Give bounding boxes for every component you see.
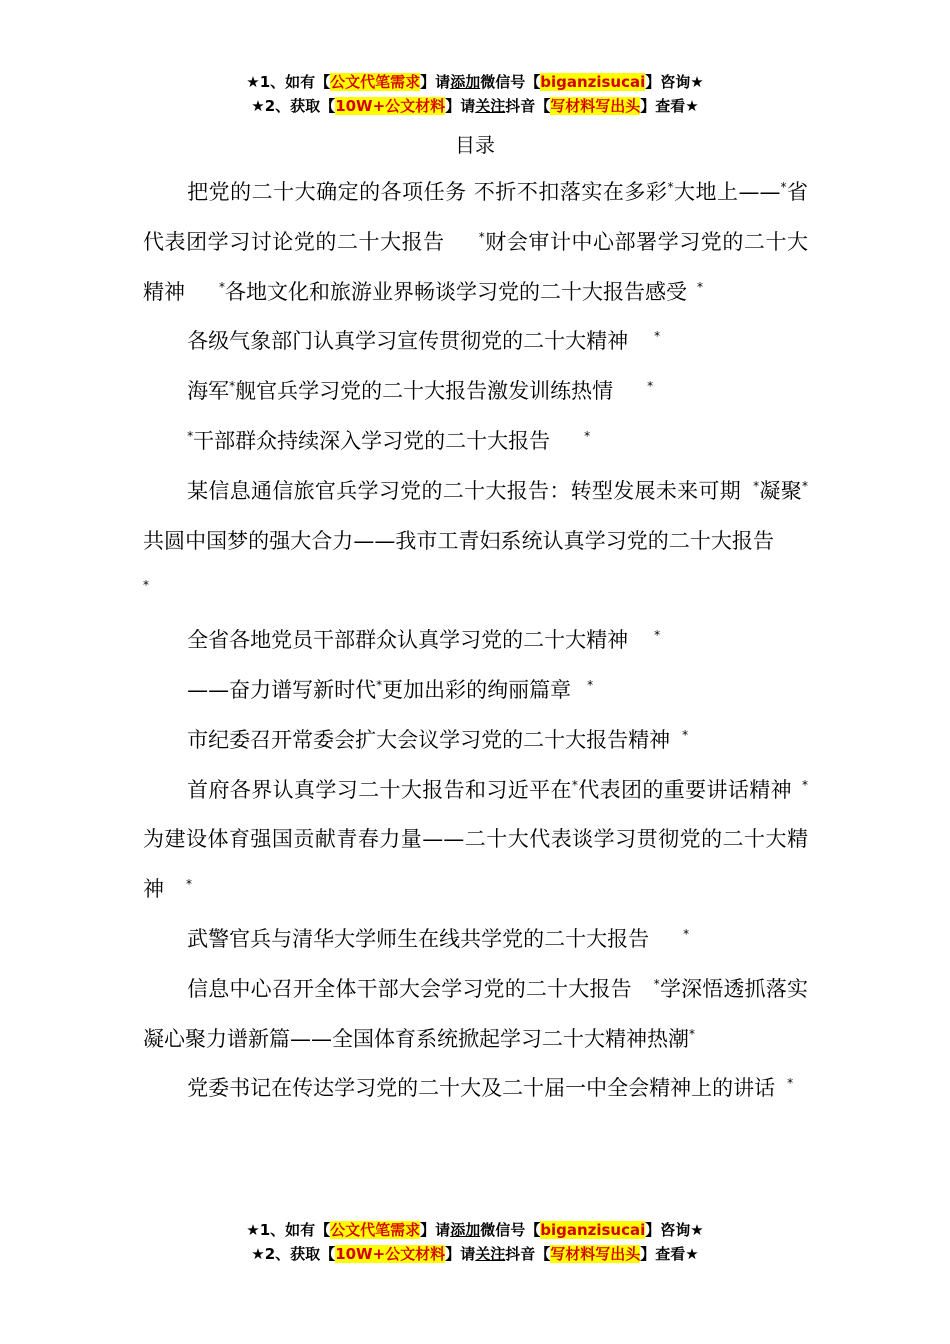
banner-line-1 — [0, 1218, 950, 1242]
banner-line-2 — [0, 94, 950, 118]
banner-text: 微信号【 — [480, 1221, 541, 1239]
toc-entry: 省代表团学习讨论党的二十大报告 — [143, 180, 808, 254]
toc-entry: 为建设体育强国贡献青春力量——二十大代表谈学习贯彻党的二十大精神 — [143, 827, 808, 902]
toc-entry: 海军 — [187, 379, 230, 404]
star-mark: * — [682, 727, 689, 742]
toc-paragraph — [143, 317, 808, 367]
toc-entry: 共圆中国梦的强大合力——我市工青妇系统认真学习党的二十大报告 — [143, 528, 774, 553]
toc-paragraph — [143, 766, 808, 915]
toc-paragraph — [143, 417, 808, 467]
toc-entry: 市纪委召开常委会扩大会议学习党的二十大报告精神 — [187, 727, 671, 752]
toc-entry: 舰官兵学习党的二十大报告激发训练热情 — [235, 379, 614, 404]
banner-text: 】咨询★ — [645, 73, 704, 91]
bottom-banner — [0, 1218, 950, 1266]
banner-text: 】查看★ — [640, 97, 699, 115]
toc-list — [143, 168, 808, 1114]
star-mark: * — [667, 180, 674, 194]
banner-highlight: 公文代笔需求 — [330, 73, 421, 91]
banner-text: ★1、如有【 — [246, 73, 331, 91]
star-mark: * — [587, 677, 594, 692]
toc-paragraph — [143, 616, 808, 666]
toc-entry: 代表团的重要讲话精神 — [577, 777, 793, 802]
banner-text: 】请 — [420, 73, 451, 91]
toc-entry: 党委书记在传达学习党的二十大及二十届一中全会精神上的讲话 — [187, 1076, 776, 1101]
star-mark: * — [186, 877, 192, 892]
toc-title: 目录 — [455, 133, 495, 157]
star-mark: * — [654, 329, 661, 344]
banner-underlined: 添加 — [450, 73, 481, 91]
banner-underlined: 关注 — [475, 97, 506, 115]
toc-paragraph — [143, 1064, 808, 1114]
star-mark: * — [802, 777, 809, 792]
toc-entry: 大地上—— — [673, 180, 781, 204]
banner-douyin-id: 写材料写出头 — [550, 97, 641, 115]
banner-text: ★1、如有【 — [246, 1221, 331, 1239]
banner-underlined: 关注 — [475, 1245, 506, 1263]
toc-entry: 各地文化和旅游业界畅谈学习党的二十大报告感受 — [225, 279, 687, 304]
banner-text: 】查看★ — [640, 1245, 699, 1263]
toc-paragraph — [143, 965, 808, 1065]
banner-text: 】请 — [420, 1221, 451, 1239]
toc-paragraph — [143, 915, 808, 965]
toc-entry: 信息中心召开全体干部大会学习党的二十大报告 — [187, 976, 632, 1001]
toc-paragraph — [143, 367, 808, 417]
banner-line-1 — [0, 70, 950, 94]
toc-entry: 更加出彩的绚丽篇章 — [382, 677, 572, 702]
star-mark: * — [787, 1076, 794, 1091]
banner-text: 抖音【 — [505, 1245, 551, 1263]
star-mark: * — [683, 926, 690, 941]
banner-wechat-id: biganzisucai — [540, 1221, 646, 1239]
toc-paragraph — [143, 716, 808, 766]
toc-entry: 武警官兵与清华大学师生在线共学党的二十大报告 — [187, 926, 650, 951]
star-mark: * — [802, 478, 808, 493]
star-mark: * — [219, 279, 225, 294]
star-mark: * — [653, 976, 660, 991]
toc-paragraph — [143, 666, 808, 716]
star-mark: * — [780, 180, 787, 194]
toc-entry: 某信息通信旅官兵学习党的二十大报告：转型发展未来可期 — [187, 478, 742, 503]
toc-entry: 把党的二十大确定的各项任务 不折不扣落实在多彩 — [187, 180, 668, 204]
toc-entry: 全省各地党员干部群众认真学习党的二十大精神 — [187, 628, 629, 653]
toc-paragraph — [143, 168, 808, 317]
toc-entry: 首府各界认真学习二十大报告和习近平在 — [187, 777, 572, 802]
star-mark: * — [647, 379, 654, 394]
banner-highlight: 公文代笔需求 — [330, 1221, 421, 1239]
banner-highlight: 10W+公文材料 — [335, 1245, 446, 1263]
star-mark: * — [654, 628, 661, 643]
top-banner — [0, 70, 950, 118]
star-mark: * — [571, 777, 578, 792]
banner-text: 】咨询★ — [645, 1221, 704, 1239]
star-mark: * — [697, 279, 703, 294]
star-mark: * — [187, 428, 194, 443]
toc-paragraph — [143, 467, 808, 616]
banner-underlined: 添加 — [450, 1221, 481, 1239]
banner-text: ★2、获取【 — [251, 97, 336, 115]
banner-text: ★2、获取【 — [251, 1245, 336, 1263]
toc-entry: 各级气象部门认真学习宣传贯彻党的二十大精神 — [187, 329, 629, 354]
star-mark: * — [376, 677, 383, 692]
toc-entry: 财会审计中心部署学习党的二十大精神 — [143, 229, 809, 304]
banner-highlight: 10W+公文材料 — [335, 97, 446, 115]
banner-line-2 — [0, 1242, 950, 1266]
star-mark: * — [143, 578, 149, 593]
toc-entry: 干部群众持续深入学习党的二十大报告 — [193, 428, 551, 453]
banner-text: 微信号【 — [480, 73, 541, 91]
star-mark: * — [584, 428, 591, 443]
toc-entry: 凝聚 — [759, 478, 802, 503]
star-mark: * — [229, 379, 236, 394]
banner-text: 】请 — [445, 1245, 476, 1263]
toc-entry: ——奋力谱写新时代 — [187, 677, 377, 702]
star-mark: * — [689, 1026, 695, 1041]
toc-entry: 学深悟透抓落实 凝心聚力谱新篇——全国体育系统掀起学习二十大精神热潮 — [143, 976, 809, 1051]
banner-wechat-id: biganzisucai — [540, 73, 646, 91]
star-mark: * — [478, 229, 485, 244]
banner-text: 】请 — [445, 97, 476, 115]
banner-douyin-id: 写材料写出头 — [550, 1245, 641, 1263]
star-mark: * — [753, 478, 760, 493]
banner-text: 抖音【 — [505, 97, 551, 115]
